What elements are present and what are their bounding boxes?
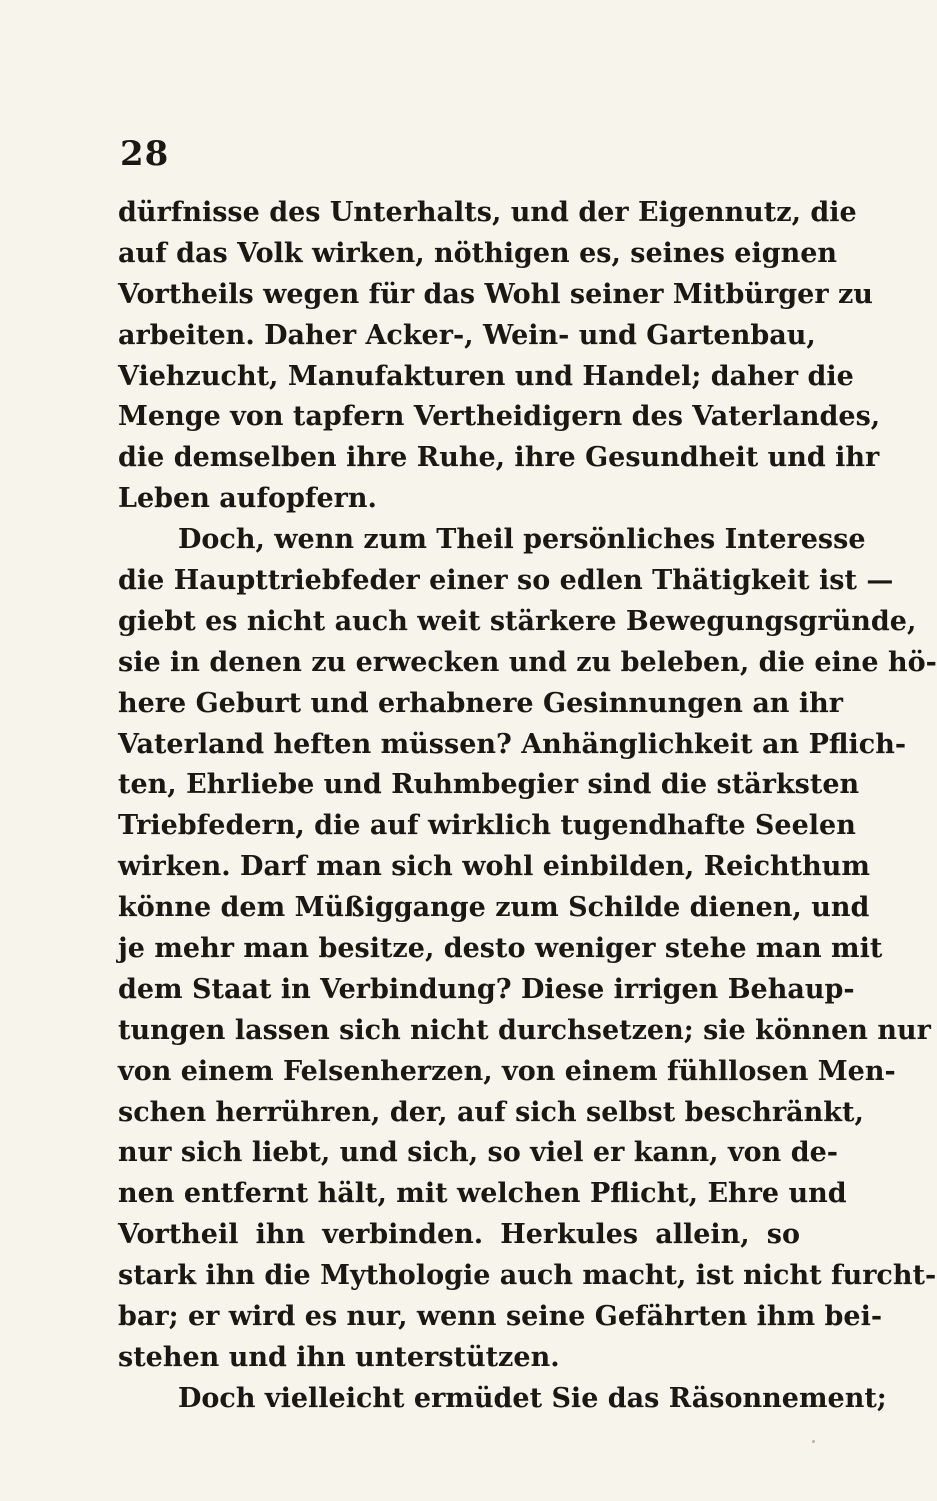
text-line: stehen und ihn unterstützen. <box>118 1341 560 1373</box>
text-line: die Haupttriebfeder einer so edlen Thätigkeit ist — <box>118 565 894 597</box>
text-line: stark ihn die Mythologie auch macht, ist nicht furcht- <box>118 1260 937 1292</box>
text-line: Triebfedern, die auf wirklich tugendhafte Seelen <box>118 810 856 842</box>
text-line: je mehr man besitze, desto weniger stehe man mit <box>118 933 883 965</box>
text-line: Vaterland heften müssen? Anhänglichkeit an Pflich- <box>118 728 907 760</box>
text-line: Vortheils wegen für das Wohl seiner Mitbürger zu <box>118 278 873 310</box>
text-line: sie in denen zu erwecken und zu beleben, die eine hö- <box>118 646 937 678</box>
paragraph-start-line: Doch, wenn zum Theil persönliches Interesse <box>178 524 866 556</box>
text-line: nur sich liebt, und sich, so viel er kann, von de- <box>118 1137 838 1169</box>
page-number: 28 <box>120 134 170 174</box>
text-line: von einem Felsenherzen, von einem fühllosen Men- <box>118 1055 896 1087</box>
text-line: nen entfernt hält, mit welchen Pflicht, Ehre und <box>118 1178 847 1210</box>
text-line: schen herrühren, der, auf sich selbst beschränkt, <box>118 1096 864 1128</box>
text-line: auf das Volk wirken, nöthigen es, seines eignen <box>118 237 838 269</box>
body-text <box>118 193 937 1420</box>
text-line: ten, Ehrliebe und Ruhmbegier sind die stärksten <box>118 769 860 801</box>
text-line: Viehzucht, Manufakturen und Handel; daher die <box>118 360 854 392</box>
text-line: Vortheil ihn verbinden. Herkules allein, so <box>118 1219 800 1251</box>
text-line: Menge von tapfern Vertheidigern des Vaterlandes, <box>118 401 881 433</box>
text-line: dem Staat in Verbindung? Diese irrigen Behaup- <box>118 973 855 1005</box>
text-line: bar; er wird es nur, wenn seine Gefährten ihm bei- <box>118 1301 883 1333</box>
text-line: könne dem Müßiggange zum Schilde dienen, und <box>118 892 870 924</box>
text-line: die demselben ihre Ruhe, ihre Gesundheit und ihr <box>118 442 880 474</box>
text-line: here Geburt und erhabnere Gesinnungen an ihr <box>118 687 843 719</box>
text-line: giebt es nicht auch weit stärkere Bewegungsgründe, <box>118 605 917 637</box>
text-line: wirken. Darf man sich wohl einbilden, Reichthum <box>118 851 870 883</box>
text-line: tungen lassen sich nicht durchsetzen; sie können nur <box>118 1014 931 1046</box>
paragraph-start-line: Doch vielleicht ermüdet Sie das Räsonnement; <box>178 1382 887 1414</box>
text-line: Leben aufopfern. <box>118 483 377 515</box>
text-line: arbeiten. Daher Acker-, Wein- und Gartenbau, <box>118 319 816 351</box>
paper-speck <box>812 1440 815 1443</box>
text-line: dürfnisse des Unterhalts, und der Eigennutz, die <box>118 197 857 228</box>
